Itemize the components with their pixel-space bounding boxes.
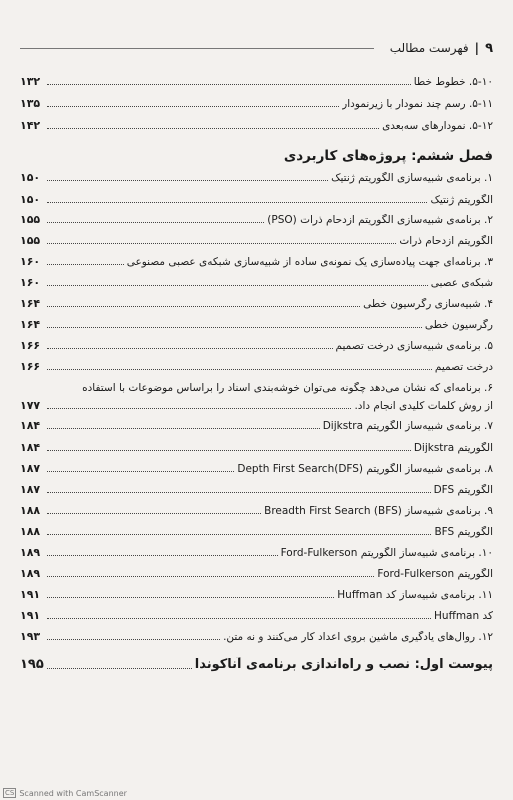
toc-entry-title: ۵-۱۱. رسم چند نمودار با زیرنمودار [342,98,493,110]
toc-entry-page: ۱۵۰ [20,193,41,206]
toc-entry[interactable] [20,414,493,432]
toc-entry-title: ۱۱. برنامه‌ی شبیه‌ساز کد Huffman [337,589,493,601]
leader-dots [47,243,396,244]
toc-entry-title: ۳. برنامه‌ای جهت پیاده‌سازی یک نمونه‌ی ساده از شبیه‌سازی شبکه‌ی عصبی مصنوعی [126,256,493,268]
camscanner-logo-icon: CS [5,789,15,797]
toc-entry-page: ۱۸۸ [20,504,41,517]
toc-entry-title: درخت تصمیم [434,361,493,373]
chapter-title[interactable]: فصل ششم: پروژه‌های کاربردی [283,148,493,164]
leader-dots [47,369,432,370]
toc-entry-page: ۱۶۴ [20,318,41,331]
toc-entry[interactable] [20,520,493,538]
toc-entry[interactable] [20,334,493,352]
toc-entry[interactable] [20,208,493,226]
leader-dots [47,576,374,577]
toc-entry[interactable] [20,355,493,373]
toc-entry-title: الگوریتم Ford-Fulkerson [377,568,493,580]
toc-entry-title: ۸. برنامه‌ی شبیه‌ساز الگوریتم Depth First Search(DFS) [237,463,493,475]
leader-dots [47,285,428,286]
leader-dots [47,180,328,181]
leader-dots [47,128,379,129]
appendix-title: پیوست اول: نصب و راه‌اندازی برنامه‌ی آناکوندا [194,657,493,672]
toc-entry-page: ۱۸۹ [20,546,41,559]
toc-entry[interactable] [20,457,493,475]
toc-entry-title: ۱. برنامه‌ی شبیه‌سازی الگوریتم ژنتیک [331,172,493,184]
toc-entry[interactable] [20,436,493,454]
page-header [20,38,493,58]
header-rule [20,48,374,49]
leader-dots [47,327,422,328]
toc-entry-page: ۱۹۱ [20,609,41,622]
scanner-caption: Scanned with CamScanner [19,788,127,798]
toc-entry[interactable] [20,229,493,247]
toc-entry[interactable] [20,166,493,184]
toc-entry[interactable] [20,92,493,110]
toc-entry-page: ۱۸۷ [20,483,41,496]
toc-entry-title: شبکه‌ی عصبی [430,277,493,289]
toc-entry[interactable] [20,313,493,331]
toc-entry-title: ۱۲. روال‌های یادگیری ماشین بروی اعداد کار می‌کنند و نه متن. [223,631,493,643]
leader-dots [47,639,220,640]
toc-entry-title: الگوریتم Dijkstra [413,442,493,454]
leader-dots [47,348,333,349]
toc-entry-title: الگوریتم ازدحام ذرات [399,235,493,247]
leader-dots [47,202,427,203]
leader-dots [47,306,360,307]
leader-dots [47,264,124,265]
toc-entry-page: ۱۳۲ [20,75,41,88]
toc-entry[interactable] [20,541,493,559]
toc-entry-title: ۵-۱۲. نمودارهای سه‌بعدی [382,120,493,132]
toc-entry-page: ۱۴۲ [20,119,41,132]
toc-entry-page: ۱۸۷ [20,462,41,475]
toc-entry-title: الگوریتم ژنتیک [430,194,493,206]
toc-entry[interactable] [20,70,493,88]
scanner-watermark [3,788,127,798]
leader-dots [47,222,264,223]
toc-entry-page: ۱۶۶ [20,339,41,352]
toc-entry-title: ۵. برنامه‌ی شبیه‌سازی درخت تصمیم [335,340,493,352]
toc-entry[interactable] [20,604,493,622]
toc-entry[interactable] [20,188,493,206]
header-page-number: ۹ [485,40,493,56]
leader-dots [47,668,192,669]
toc-entry-title: ۴. شبیه‌سازی رگرسیون خطی [363,298,493,310]
toc-entry-title: ۹. برنامه‌ی شبیه‌ساز Breadth First Search (BFS) [264,505,493,517]
toc-entry-page: ۱۵۵ [20,213,41,226]
toc-entry-page: ۱۸۹ [20,567,41,580]
toc-entry-title: الگوریتم BFS [434,526,493,538]
toc-entry[interactable] [20,250,493,268]
toc-entry-page: ۱۵۵ [20,234,41,247]
toc-entry[interactable] [20,292,493,310]
toc-entry-page: ۱۹۱ [20,588,41,601]
toc-entry-title: ۶. برنامه‌ای که نشان می‌دهد چگونه می‌توان خوشه‌بندی اسناد را براساس موضوعات با استفاده [82,382,493,394]
toc-entry-title: ۲. برنامه‌ی شبیه‌سازی الگوریتم ازدحام ذرات (PSO) [267,214,493,226]
appendix-page: ۱۹۵ [20,657,44,672]
toc-entry[interactable] [20,114,493,132]
leader-dots [47,492,431,493]
toc-entry-title: رگرسیون خطی [424,319,493,331]
leader-dots [47,450,411,451]
toc-entry-page: ۱۹۳ [20,630,41,643]
toc-entry-page: ۱۳۵ [20,97,41,110]
toc-entry-page: ۱۸۸ [20,525,41,538]
toc-entry-title: الگوریتم DFS [433,484,493,496]
leader-dots [47,408,351,409]
toc-entry[interactable] [20,394,493,412]
toc-entry-title: ۷. برنامه‌ی شبیه‌ساز الگوریتم Dijkstra [322,420,493,432]
toc-entry[interactable] [20,478,493,496]
leader-dots [47,428,320,429]
leader-dots [47,84,411,85]
leader-dots [47,471,234,472]
leader-dots [47,106,339,107]
toc-entry-page: ۱۶۶ [20,360,41,373]
toc-entry[interactable] [20,271,493,289]
toc-entry-page: ۱۸۴ [20,441,41,454]
leader-dots [47,513,261,514]
toc-entry[interactable] [20,499,493,517]
toc-entry-title: ۱۰. برنامه‌ی شبیه‌ساز الگوریتم Ford-Fulkerson [280,547,493,559]
toc-entry-title: ۵-۱۰. خطوط خطا [413,76,493,88]
leader-dots [47,597,334,598]
toc-entry-page: ۱۶۰ [20,276,41,289]
header-divider: | [474,41,480,55]
toc-entry-page: ۱۶۰ [20,255,41,268]
toc-entry[interactable] [20,376,493,394]
leader-dots [47,618,431,619]
toc-entry-title: کد Huffman [434,610,493,622]
leader-dots [47,555,278,556]
header-title: فهرست مطالب [389,41,469,55]
toc-entry[interactable] [20,583,493,601]
toc-entry-title: از روش کلمات کلیدی انجام داد. [354,400,493,412]
toc-entry[interactable] [20,562,493,580]
toc-entry-page: ۱۵۰ [20,171,41,184]
appendix-entry[interactable] [20,650,493,672]
leader-dots [47,534,431,535]
toc-entry-page: ۱۶۴ [20,297,41,310]
toc-entry-page: ۱۸۴ [20,419,41,432]
toc-entry[interactable] [20,625,493,643]
toc-entry-page: ۱۷۷ [20,399,41,412]
